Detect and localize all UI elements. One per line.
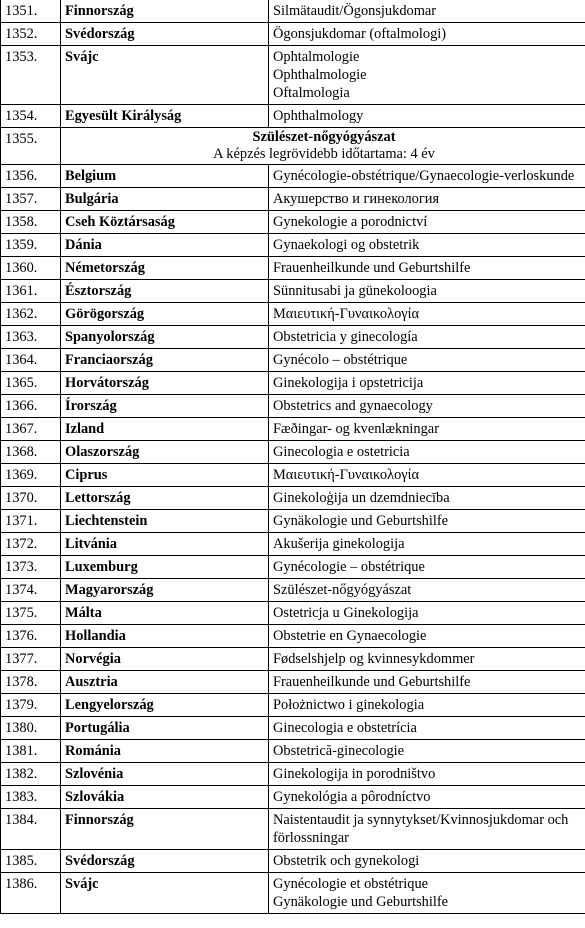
term-line: Obstetrică-ginecologie (273, 743, 405, 759)
table-row (1, 873, 585, 914)
rows-after-section (1, 165, 585, 914)
row-number: 1356. (1, 165, 61, 188)
term-line: Ostetricja u Ginekologija (273, 605, 419, 621)
specialty-term (269, 850, 585, 873)
section-subtitle: A képzés legrövidebb időtartama: 4 év (213, 146, 435, 162)
term-line: Gynekológia a pôrodníctvo (273, 789, 431, 805)
specialty-term (269, 763, 585, 786)
row-number: 1377. (1, 648, 61, 671)
term-line: Ginecologia e obstetrícia (273, 720, 417, 736)
row-number: 1384. (1, 809, 61, 850)
row-number: 1379. (1, 694, 61, 717)
table-row (1, 372, 585, 395)
country-name: Írország (61, 395, 269, 418)
row-number: 1386. (1, 873, 61, 914)
country-name: Cseh Köztársaság (61, 211, 269, 234)
country-name: Svájc (61, 873, 269, 914)
row-number: 1376. (1, 625, 61, 648)
table-row (1, 303, 585, 326)
specialty-term (269, 188, 585, 211)
term-line: Gynécologie – obstétrique (273, 559, 425, 575)
term-line: Silmätaudit/Ögonsjukdomar (273, 3, 437, 19)
specialty-term (269, 510, 585, 533)
specialty-term (269, 602, 585, 625)
term-line: Obstetrie en Gynaecologie (273, 628, 427, 644)
table-row (1, 850, 585, 873)
country-name: Görögország (61, 303, 269, 326)
specialty-term (269, 786, 585, 809)
term-line: Akušerija ginekologija (273, 536, 405, 552)
specialty-term (269, 464, 585, 487)
term-line: Акушерство и гинекология (273, 191, 440, 207)
section-heading-cell (61, 128, 585, 165)
term-line: Fødselshjelp og kvinnesykdommer (273, 651, 475, 667)
row-number: 1371. (1, 510, 61, 533)
row-number: 1374. (1, 579, 61, 602)
term-line: Naistentaudit ja synnytykset/Kvinnosjukdomar och förlossningar (273, 812, 569, 846)
table-row (1, 211, 585, 234)
row-number: 1385. (1, 850, 61, 873)
country-name: Svájc (61, 46, 269, 105)
country-name: Hollandia (61, 625, 269, 648)
term-line: Ginekologija i opstetricija (273, 375, 424, 391)
term-line: Gynekologie a porodnictví (273, 214, 428, 230)
row-number: 1352. (1, 23, 61, 46)
term-line: Obstetrics and gynaecology (273, 398, 433, 414)
row-number: 1382. (1, 763, 61, 786)
row-number: 1378. (1, 671, 61, 694)
term-line: Oftalmologia (273, 85, 350, 101)
specialty-term (269, 648, 585, 671)
specialty-term (269, 873, 585, 914)
specialty-term (269, 326, 585, 349)
term-line: Ginekoloģija un dzemdniecība (273, 490, 450, 506)
table-row (1, 105, 585, 128)
term-line: Ophtalmologie (273, 49, 360, 65)
section-row (1, 128, 585, 165)
row-number: 1373. (1, 556, 61, 579)
rows-before-section (1, 0, 585, 128)
table-row (1, 0, 585, 23)
table-row (1, 464, 585, 487)
term-line: Sünnitusabi ja günekoloogia (273, 283, 437, 299)
country-name: Németország (61, 257, 269, 280)
country-name: Ausztria (61, 671, 269, 694)
term-line: Gynaekologi og obstetrik (273, 237, 420, 253)
table-row (1, 257, 585, 280)
specialty-term (269, 809, 585, 850)
country-name: Finnország (61, 809, 269, 850)
row-number: 1364. (1, 349, 61, 372)
specialty-term (269, 165, 585, 188)
table-row (1, 395, 585, 418)
table-row (1, 23, 585, 46)
country-name: Horvátország (61, 372, 269, 395)
table-row (1, 165, 585, 188)
table-row (1, 533, 585, 556)
specialty-term (269, 46, 585, 105)
table-row (1, 556, 585, 579)
country-name: Finnország (61, 0, 269, 23)
table-row (1, 234, 585, 257)
row-number: 1361. (1, 280, 61, 303)
term-line: Gynécolo – obstétrique (273, 352, 408, 368)
term-line: Μαιευτική-Γυναικολογία (273, 306, 420, 322)
specialty-term (269, 303, 585, 326)
row-number: 1368. (1, 441, 61, 464)
table-row (1, 188, 585, 211)
row-number: 1358. (1, 211, 61, 234)
row-number: 1369. (1, 464, 61, 487)
country-name: Olaszország (61, 441, 269, 464)
row-number: 1365. (1, 372, 61, 395)
row-number: 1354. (1, 105, 61, 128)
row-number: 1366. (1, 395, 61, 418)
term-line: Gynäkologie und Geburtshilfe (273, 894, 449, 910)
country-name: Svédország (61, 850, 269, 873)
table-row (1, 46, 585, 105)
table-row (1, 349, 585, 372)
specialty-term (269, 418, 585, 441)
term-line: Ginecologia e ostetricia (273, 444, 410, 460)
country-name: Románia (61, 740, 269, 763)
specialty-term (269, 211, 585, 234)
country-name: Portugália (61, 717, 269, 740)
table-row (1, 510, 585, 533)
country-name: Bulgária (61, 188, 269, 211)
specialty-term (269, 441, 585, 464)
table-row (1, 809, 585, 850)
table-row (1, 648, 585, 671)
country-name: Egyesült Királyság (61, 105, 269, 128)
specialty-term (269, 23, 585, 46)
country-name: Luxemburg (61, 556, 269, 579)
table-row (1, 671, 585, 694)
table-row (1, 717, 585, 740)
row-number: 1380. (1, 717, 61, 740)
country-name: Magyarország (61, 579, 269, 602)
term-line: Obstetricia y ginecología (273, 329, 418, 345)
country-name: Liechtenstein (61, 510, 269, 533)
country-name: Svédország (61, 23, 269, 46)
country-name: Izland (61, 418, 269, 441)
specialty-term (269, 395, 585, 418)
country-name: Szlovénia (61, 763, 269, 786)
specialty-term (269, 234, 585, 257)
table-row (1, 602, 585, 625)
section-title: Szülészet-nőgyógyászat (252, 129, 396, 145)
country-name: Norvégia (61, 648, 269, 671)
term-line: Gynécologie-obstétrique/Gynaecologie-verloskunde (273, 168, 575, 184)
country-name: Dánia (61, 234, 269, 257)
term-line: Gynäkologie und Geburtshilfe (273, 513, 449, 529)
specialty-term (269, 671, 585, 694)
country-name: Franciaország (61, 349, 269, 372)
section-number: 1355. (1, 128, 61, 165)
term-line: Frauenheilkunde und Geburtshilfe (273, 260, 471, 276)
term-line: Ögonsjukdomar (oftalmologi) (273, 26, 447, 42)
country-name: Málta (61, 602, 269, 625)
table-row (1, 763, 585, 786)
specialty-term (269, 694, 585, 717)
row-number: 1383. (1, 786, 61, 809)
specialty-term (269, 740, 585, 763)
term-line: Ophthalmology (273, 108, 364, 124)
country-name: Ciprus (61, 464, 269, 487)
specialty-term (269, 625, 585, 648)
row-number: 1360. (1, 257, 61, 280)
row-number: 1353. (1, 46, 61, 105)
table-row (1, 418, 585, 441)
specialty-term (269, 556, 585, 579)
term-line: Położnictwo i ginekologia (273, 697, 425, 713)
term-line: Fæðingar- og kvenlækningar (273, 421, 439, 437)
country-name: Litvánia (61, 533, 269, 556)
country-name: Spanyolország (61, 326, 269, 349)
specialty-term (269, 105, 585, 128)
row-number: 1372. (1, 533, 61, 556)
country-name: Lettország (61, 487, 269, 510)
term-line: Frauenheilkunde und Geburtshilfe (273, 674, 471, 690)
term-line: Obstetrik och gynekologi (273, 853, 420, 869)
term-line: Ophthalmologie (273, 67, 367, 83)
row-number: 1363. (1, 326, 61, 349)
row-number: 1359. (1, 234, 61, 257)
specialty-term (269, 533, 585, 556)
table-row (1, 740, 585, 763)
row-number: 1375. (1, 602, 61, 625)
table-row (1, 694, 585, 717)
specialty-term (269, 280, 585, 303)
table-row (1, 786, 585, 809)
term-line: Μαιευτική-Γυναικολογία (273, 467, 420, 483)
specialty-term (269, 257, 585, 280)
section-header (1, 128, 585, 165)
table-row (1, 487, 585, 510)
row-number: 1370. (1, 487, 61, 510)
table-row (1, 441, 585, 464)
term-line: Szülészet-nőgyógyászat (273, 582, 412, 598)
specialty-term (269, 487, 585, 510)
term-line: Ginekologija in porodništvo (273, 766, 436, 782)
row-number: 1357. (1, 188, 61, 211)
specialty-term (269, 579, 585, 602)
row-number: 1381. (1, 740, 61, 763)
table-row (1, 326, 585, 349)
row-number: 1351. (1, 0, 61, 23)
table-row (1, 579, 585, 602)
specialty-term (269, 0, 585, 23)
country-name: Lengyelország (61, 694, 269, 717)
table-row (1, 625, 585, 648)
row-number: 1367. (1, 418, 61, 441)
specialty-term (269, 372, 585, 395)
specialty-term (269, 349, 585, 372)
country-name: Belgium (61, 165, 269, 188)
country-name: Észtország (61, 280, 269, 303)
country-name: Szlovákia (61, 786, 269, 809)
row-number: 1362. (1, 303, 61, 326)
table-row (1, 280, 585, 303)
specialty-term (269, 717, 585, 740)
term-line: Gynécologie et obstétrique (273, 876, 429, 892)
